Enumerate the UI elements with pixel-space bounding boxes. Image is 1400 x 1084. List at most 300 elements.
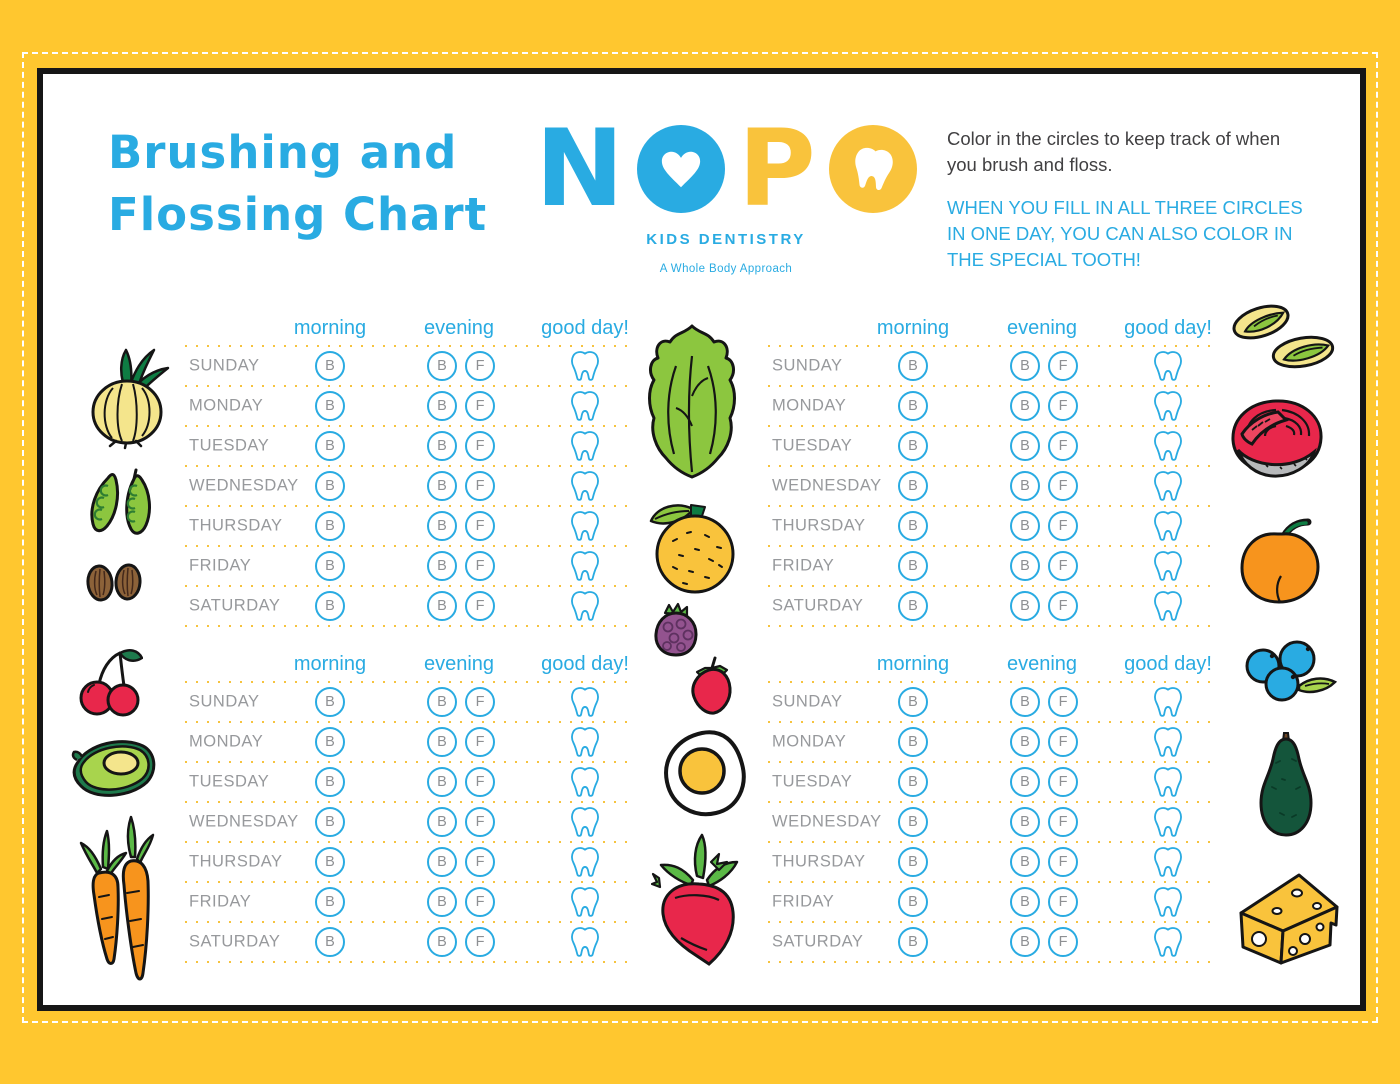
evening-brush-circle[interactable]: [427, 887, 457, 917]
floss-letter: F: [475, 518, 485, 534]
day-row: [768, 723, 1215, 761]
brush-letter: B: [1020, 774, 1030, 790]
orange-icon: [643, 497, 743, 595]
dotted-divider: [185, 625, 632, 627]
brush-letter: B: [1020, 894, 1030, 910]
good-day-tooth-icon[interactable]: [1152, 349, 1185, 384]
logo-tooth-icon: [829, 125, 917, 213]
morning-brush-circle[interactable]: [898, 351, 928, 381]
day-label: WEDNESDAY: [772, 476, 882, 495]
brush-letter: B: [1020, 438, 1030, 454]
logo-letter-n: N: [535, 107, 625, 230]
morning-brush-circle[interactable]: [315, 511, 345, 541]
day-label: SUNDAY: [189, 692, 260, 711]
brush-letter: B: [1020, 694, 1030, 710]
brush-letter: B: [1020, 598, 1030, 614]
brush-letter: B: [437, 814, 447, 830]
brush-letter: B: [325, 694, 335, 710]
morning-header: morning: [293, 653, 367, 675]
day-row: [768, 387, 1215, 425]
brush-letter: B: [325, 854, 335, 870]
morning-brush-circle[interactable]: [898, 767, 928, 797]
morning-brush-circle[interactable]: [315, 847, 345, 877]
good-day-header: good day!: [1124, 317, 1212, 339]
day-label: MONDAY: [189, 396, 264, 415]
floss-letter: F: [1058, 934, 1068, 950]
page-title-line2: Flossing Chart: [108, 188, 488, 241]
brush-letter: B: [437, 598, 447, 614]
grid-header: [768, 309, 1215, 345]
evening-brush-circle[interactable]: [427, 687, 457, 717]
morning-brush-circle[interactable]: [898, 727, 928, 757]
floss-letter: F: [1058, 478, 1068, 494]
evening-brush-circle[interactable]: [1010, 351, 1040, 381]
morning-brush-circle[interactable]: [315, 351, 345, 381]
brush-letter: B: [908, 358, 918, 374]
day-label: TUESDAY: [772, 772, 853, 791]
good-day-header: good day!: [541, 653, 629, 675]
good-day-tooth-icon[interactable]: [569, 349, 602, 384]
morning-brush-circle[interactable]: [315, 807, 345, 837]
brush-letter: B: [908, 814, 918, 830]
day-row: [185, 467, 632, 505]
day-row: [768, 467, 1215, 505]
brush-letter: B: [437, 398, 447, 414]
brush-letter: B: [1020, 734, 1030, 750]
brush-letter: B: [437, 854, 447, 870]
strawberry-icon: [685, 656, 735, 716]
grid-header: [185, 309, 632, 345]
grid-header: [768, 645, 1215, 681]
good-day-header: good day!: [1124, 653, 1212, 675]
morning-brush-circle[interactable]: [898, 807, 928, 837]
evening-floss-circle[interactable]: [465, 591, 495, 621]
day-row: [185, 803, 632, 841]
brush-letter: B: [325, 934, 335, 950]
brush-letter: B: [1020, 478, 1030, 494]
floss-letter: F: [1058, 734, 1068, 750]
day-row: [185, 387, 632, 425]
good-day-tooth-icon[interactable]: [1152, 845, 1185, 880]
pistachios-icon: [1231, 300, 1343, 372]
floss-letter: F: [1058, 518, 1068, 534]
day-row: [185, 923, 632, 961]
good-day-tooth-icon[interactable]: [569, 509, 602, 544]
evening-brush-circle[interactable]: [1010, 471, 1040, 501]
brush-letter: B: [908, 398, 918, 414]
day-row: [768, 507, 1215, 545]
day-label: FRIDAY: [189, 556, 252, 575]
good-day-tooth-icon[interactable]: [1152, 925, 1185, 960]
floss-letter: F: [475, 358, 485, 374]
evening-brush-circle[interactable]: [1010, 391, 1040, 421]
day-label: WEDNESDAY: [772, 812, 882, 831]
brush-letter: B: [437, 894, 447, 910]
evening-brush-circle[interactable]: [1010, 431, 1040, 461]
week-grid-4: [768, 645, 1215, 963]
dotted-divider: [768, 625, 1215, 627]
morning-brush-circle[interactable]: [315, 431, 345, 461]
good-day-tooth-icon[interactable]: [1152, 725, 1185, 760]
good-day-tooth-icon[interactable]: [569, 589, 602, 624]
day-label: MONDAY: [772, 396, 847, 415]
blackberry-icon: [651, 601, 701, 659]
morning-brush-circle[interactable]: [898, 511, 928, 541]
day-label: WEDNESDAY: [189, 812, 299, 831]
evening-brush-circle[interactable]: [427, 551, 457, 581]
morning-brush-circle[interactable]: [315, 591, 345, 621]
day-row: [768, 923, 1215, 961]
day-label: WEDNESDAY: [189, 476, 299, 495]
floss-letter: F: [1058, 438, 1068, 454]
day-label: FRIDAY: [772, 892, 835, 911]
dotted-divider: [768, 961, 1215, 963]
floss-letter: F: [1058, 398, 1068, 414]
evening-floss-circle[interactable]: [1048, 511, 1078, 541]
evening-brush-circle[interactable]: [427, 391, 457, 421]
day-row: [185, 587, 632, 625]
day-label: THURSDAY: [772, 852, 866, 871]
brush-letter: B: [437, 694, 447, 710]
day-row: [768, 587, 1215, 625]
floss-letter: F: [475, 814, 485, 830]
good-day-header: good day!: [541, 317, 629, 339]
almonds-icon: [84, 558, 144, 606]
day-label: SATURDAY: [772, 596, 864, 615]
brush-letter: B: [1020, 358, 1030, 374]
onion-icon: [84, 346, 172, 450]
brush-letter: B: [325, 894, 335, 910]
brush-letter: B: [908, 894, 918, 910]
blueberries-icon: [1241, 640, 1337, 704]
brush-letter: B: [1020, 814, 1030, 830]
floss-letter: F: [1058, 558, 1068, 574]
evening-brush-circle[interactable]: [427, 807, 457, 837]
evening-brush-circle[interactable]: [1010, 551, 1040, 581]
instructions: [947, 126, 1303, 273]
cherries-icon: [77, 646, 143, 718]
evening-brush-circle[interactable]: [1010, 767, 1040, 797]
floss-letter: F: [1058, 894, 1068, 910]
morning-brush-circle[interactable]: [898, 927, 928, 957]
brush-letter: B: [908, 598, 918, 614]
floss-letter: F: [475, 734, 485, 750]
evening-floss-circle[interactable]: [465, 807, 495, 837]
evening-floss-circle[interactable]: [465, 887, 495, 917]
evening-floss-circle[interactable]: [1048, 807, 1078, 837]
floss-letter: F: [475, 894, 485, 910]
evening-brush-circle[interactable]: [427, 927, 457, 957]
morning-brush-circle[interactable]: [898, 391, 928, 421]
evening-brush-circle[interactable]: [1010, 591, 1040, 621]
day-row: [185, 843, 632, 881]
brush-letter: B: [325, 398, 335, 414]
morning-brush-circle[interactable]: [898, 687, 928, 717]
brush-letter: B: [325, 598, 335, 614]
good-day-tooth-icon[interactable]: [1152, 549, 1185, 584]
good-day-tooth-icon[interactable]: [1152, 685, 1185, 720]
brush-letter: B: [325, 814, 335, 830]
day-row: [185, 763, 632, 801]
evening-brush-circle[interactable]: [427, 431, 457, 461]
good-day-tooth-icon[interactable]: [569, 885, 602, 920]
floss-letter: F: [1058, 854, 1068, 870]
peach-icon: [1236, 518, 1324, 606]
good-day-tooth-icon[interactable]: [569, 549, 602, 584]
cheese-wedge-icon: [1235, 867, 1341, 969]
good-day-tooth-icon[interactable]: [569, 469, 602, 504]
evening-header: evening: [1006, 653, 1078, 675]
good-day-tooth-icon[interactable]: [1152, 885, 1185, 920]
morning-brush-circle[interactable]: [315, 887, 345, 917]
good-day-tooth-icon[interactable]: [569, 845, 602, 880]
brush-letter: B: [908, 438, 918, 454]
good-day-tooth-icon[interactable]: [1152, 589, 1185, 624]
evening-brush-circle[interactable]: [1010, 887, 1040, 917]
evening-floss-circle[interactable]: [465, 687, 495, 717]
day-label: SATURDAY: [772, 932, 864, 951]
brush-letter: B: [1020, 934, 1030, 950]
evening-header: evening: [1006, 317, 1078, 339]
brush-letter: B: [908, 478, 918, 494]
boiled-egg-icon: [658, 728, 750, 820]
evening-floss-circle[interactable]: [1048, 551, 1078, 581]
brush-letter: B: [908, 694, 918, 710]
day-row: [185, 883, 632, 921]
good-day-tooth-icon[interactable]: [569, 725, 602, 760]
day-label: SATURDAY: [189, 596, 281, 615]
brush-letter: B: [437, 518, 447, 534]
evening-floss-circle[interactable]: [1048, 767, 1078, 797]
evening-floss-circle[interactable]: [1048, 927, 1078, 957]
day-row: [768, 547, 1215, 585]
brush-letter: B: [437, 774, 447, 790]
brush-letter: B: [437, 478, 447, 494]
day-label: SUNDAY: [189, 356, 260, 375]
morning-brush-circle[interactable]: [898, 431, 928, 461]
morning-brush-circle[interactable]: [315, 687, 345, 717]
floss-letter: F: [1058, 774, 1068, 790]
evening-floss-circle[interactable]: [1048, 887, 1078, 917]
morning-brush-circle[interactable]: [315, 391, 345, 421]
morning-brush-circle[interactable]: [315, 727, 345, 757]
evening-floss-circle[interactable]: [465, 431, 495, 461]
evening-brush-circle[interactable]: [427, 471, 457, 501]
morning-brush-circle[interactable]: [898, 887, 928, 917]
brush-letter: B: [325, 438, 335, 454]
evening-floss-circle[interactable]: [1048, 471, 1078, 501]
instructions-intro: Color in the circles to keep track of when you brush and floss.: [947, 128, 1281, 175]
logo-letter-p: P: [738, 107, 816, 230]
good-day-tooth-icon[interactable]: [569, 389, 602, 424]
evening-floss-circle[interactable]: [465, 927, 495, 957]
week-grid-2: [768, 309, 1215, 627]
day-row: [185, 507, 632, 545]
evening-floss-circle[interactable]: [465, 551, 495, 581]
evening-floss-circle[interactable]: [465, 727, 495, 757]
day-label: THURSDAY: [189, 516, 283, 535]
page-title-line1: Brushing and: [108, 126, 458, 179]
floss-letter: F: [475, 854, 485, 870]
logo-heart-icon: [637, 125, 725, 213]
evening-floss-circle[interactable]: [1048, 351, 1078, 381]
morning-brush-circle[interactable]: [898, 847, 928, 877]
carrots-icon: [79, 813, 155, 985]
salmon-steak-icon: [1228, 398, 1326, 480]
good-day-tooth-icon[interactable]: [569, 685, 602, 720]
evening-header: evening: [423, 653, 495, 675]
avocado-half-icon: [68, 734, 158, 800]
evening-brush-circle[interactable]: [1010, 847, 1040, 877]
brush-letter: B: [908, 934, 918, 950]
dotted-divider: [185, 961, 632, 963]
floss-letter: F: [1058, 694, 1068, 710]
day-row: [185, 347, 632, 385]
evening-brush-circle[interactable]: [427, 351, 457, 381]
logo-tagline: A Whole Body Approach: [659, 263, 793, 275]
nopo-logo-letters: [535, 107, 906, 230]
floss-letter: F: [1058, 358, 1068, 374]
evening-brush-circle[interactable]: [427, 591, 457, 621]
floss-letter: F: [475, 478, 485, 494]
pea-pods-icon: [84, 468, 158, 538]
floss-letter: F: [1058, 814, 1068, 830]
floss-letter: F: [475, 598, 485, 614]
brush-letter: B: [908, 518, 918, 534]
nopo-logo: [535, 107, 906, 275]
day-label: TUESDAY: [189, 772, 270, 791]
good-day-tooth-icon[interactable]: [1152, 765, 1185, 800]
day-label: FRIDAY: [772, 556, 835, 575]
good-day-tooth-icon[interactable]: [1152, 469, 1185, 504]
evening-brush-circle[interactable]: [1010, 687, 1040, 717]
floss-letter: F: [475, 398, 485, 414]
brush-letter: B: [325, 518, 335, 534]
morning-header: morning: [876, 653, 950, 675]
day-row: [768, 347, 1215, 385]
morning-brush-circle[interactable]: [315, 927, 345, 957]
day-row: [768, 803, 1215, 841]
good-day-tooth-icon[interactable]: [569, 429, 602, 464]
morning-brush-circle[interactable]: [898, 471, 928, 501]
floss-letter: F: [475, 774, 485, 790]
brush-letter: B: [908, 558, 918, 574]
logo-subtitle: KIDS DENTISTRY: [646, 231, 806, 248]
day-label: TUESDAY: [189, 436, 270, 455]
evening-header: evening: [423, 317, 495, 339]
evening-brush-circle[interactable]: [427, 767, 457, 797]
day-row: [185, 723, 632, 761]
good-day-tooth-icon[interactable]: [1152, 805, 1185, 840]
brush-letter: B: [437, 558, 447, 574]
brush-letter: B: [437, 734, 447, 750]
brush-letter: B: [437, 438, 447, 454]
day-row: [185, 547, 632, 585]
evening-brush-circle[interactable]: [1010, 511, 1040, 541]
brush-letter: B: [1020, 854, 1030, 870]
evening-floss-circle[interactable]: [465, 391, 495, 421]
brush-letter: B: [908, 734, 918, 750]
lettuce-icon: [644, 322, 740, 480]
evening-floss-circle[interactable]: [465, 471, 495, 501]
morning-brush-circle[interactable]: [315, 551, 345, 581]
brush-letter: B: [437, 934, 447, 950]
good-day-tooth-icon[interactable]: [1152, 429, 1185, 464]
evening-brush-circle[interactable]: [427, 847, 457, 877]
day-row: [768, 427, 1215, 465]
day-label: TUESDAY: [772, 436, 853, 455]
morning-brush-circle[interactable]: [898, 591, 928, 621]
good-day-tooth-icon[interactable]: [1152, 389, 1185, 424]
evening-brush-circle[interactable]: [1010, 927, 1040, 957]
evening-floss-circle[interactable]: [465, 511, 495, 541]
day-label: MONDAY: [189, 732, 264, 751]
good-day-tooth-icon[interactable]: [1152, 509, 1185, 544]
good-day-tooth-icon[interactable]: [569, 765, 602, 800]
evening-floss-circle[interactable]: [1048, 391, 1078, 421]
brush-letter: B: [325, 734, 335, 750]
evening-floss-circle[interactable]: [465, 767, 495, 797]
floss-letter: F: [475, 438, 485, 454]
brush-letter: B: [437, 358, 447, 374]
grid-header: [185, 645, 632, 681]
floss-letter: F: [1058, 598, 1068, 614]
morning-header: morning: [876, 317, 950, 339]
morning-brush-circle[interactable]: [898, 551, 928, 581]
day-label: SUNDAY: [772, 692, 843, 711]
brush-letter: B: [908, 774, 918, 790]
day-row: [768, 683, 1215, 721]
evening-floss-circle[interactable]: [1048, 847, 1078, 877]
evening-brush-circle[interactable]: [427, 511, 457, 541]
morning-header: morning: [293, 317, 367, 339]
day-row: [185, 427, 632, 465]
evening-floss-circle[interactable]: [1048, 727, 1078, 757]
evening-brush-circle[interactable]: [1010, 727, 1040, 757]
good-day-tooth-icon[interactable]: [569, 805, 602, 840]
brush-letter: B: [1020, 398, 1030, 414]
morning-brush-circle[interactable]: [315, 767, 345, 797]
week-grid-1: [185, 309, 632, 627]
brush-letter: B: [325, 774, 335, 790]
evening-floss-circle[interactable]: [465, 847, 495, 877]
brush-letter: B: [325, 478, 335, 494]
morning-brush-circle[interactable]: [315, 471, 345, 501]
page-title: [108, 122, 487, 246]
day-label: THURSDAY: [772, 516, 866, 535]
day-label: FRIDAY: [189, 892, 252, 911]
evening-floss-circle[interactable]: [1048, 431, 1078, 461]
day-label: SUNDAY: [772, 356, 843, 375]
day-label: SATURDAY: [189, 932, 281, 951]
day-row: [185, 683, 632, 721]
radish-icon: [651, 832, 745, 990]
brush-letter: B: [325, 558, 335, 574]
evening-floss-circle[interactable]: [1048, 687, 1078, 717]
floss-letter: F: [475, 694, 485, 710]
avocado-icon: [1252, 729, 1320, 839]
floss-letter: F: [475, 558, 485, 574]
evening-floss-circle[interactable]: [465, 351, 495, 381]
brush-letter: B: [1020, 518, 1030, 534]
brush-letter: B: [908, 854, 918, 870]
good-day-tooth-icon[interactable]: [569, 925, 602, 960]
day-label: THURSDAY: [189, 852, 283, 871]
floss-letter: F: [475, 934, 485, 950]
evening-floss-circle[interactable]: [1048, 591, 1078, 621]
evening-brush-circle[interactable]: [427, 727, 457, 757]
evening-brush-circle[interactable]: [1010, 807, 1040, 837]
